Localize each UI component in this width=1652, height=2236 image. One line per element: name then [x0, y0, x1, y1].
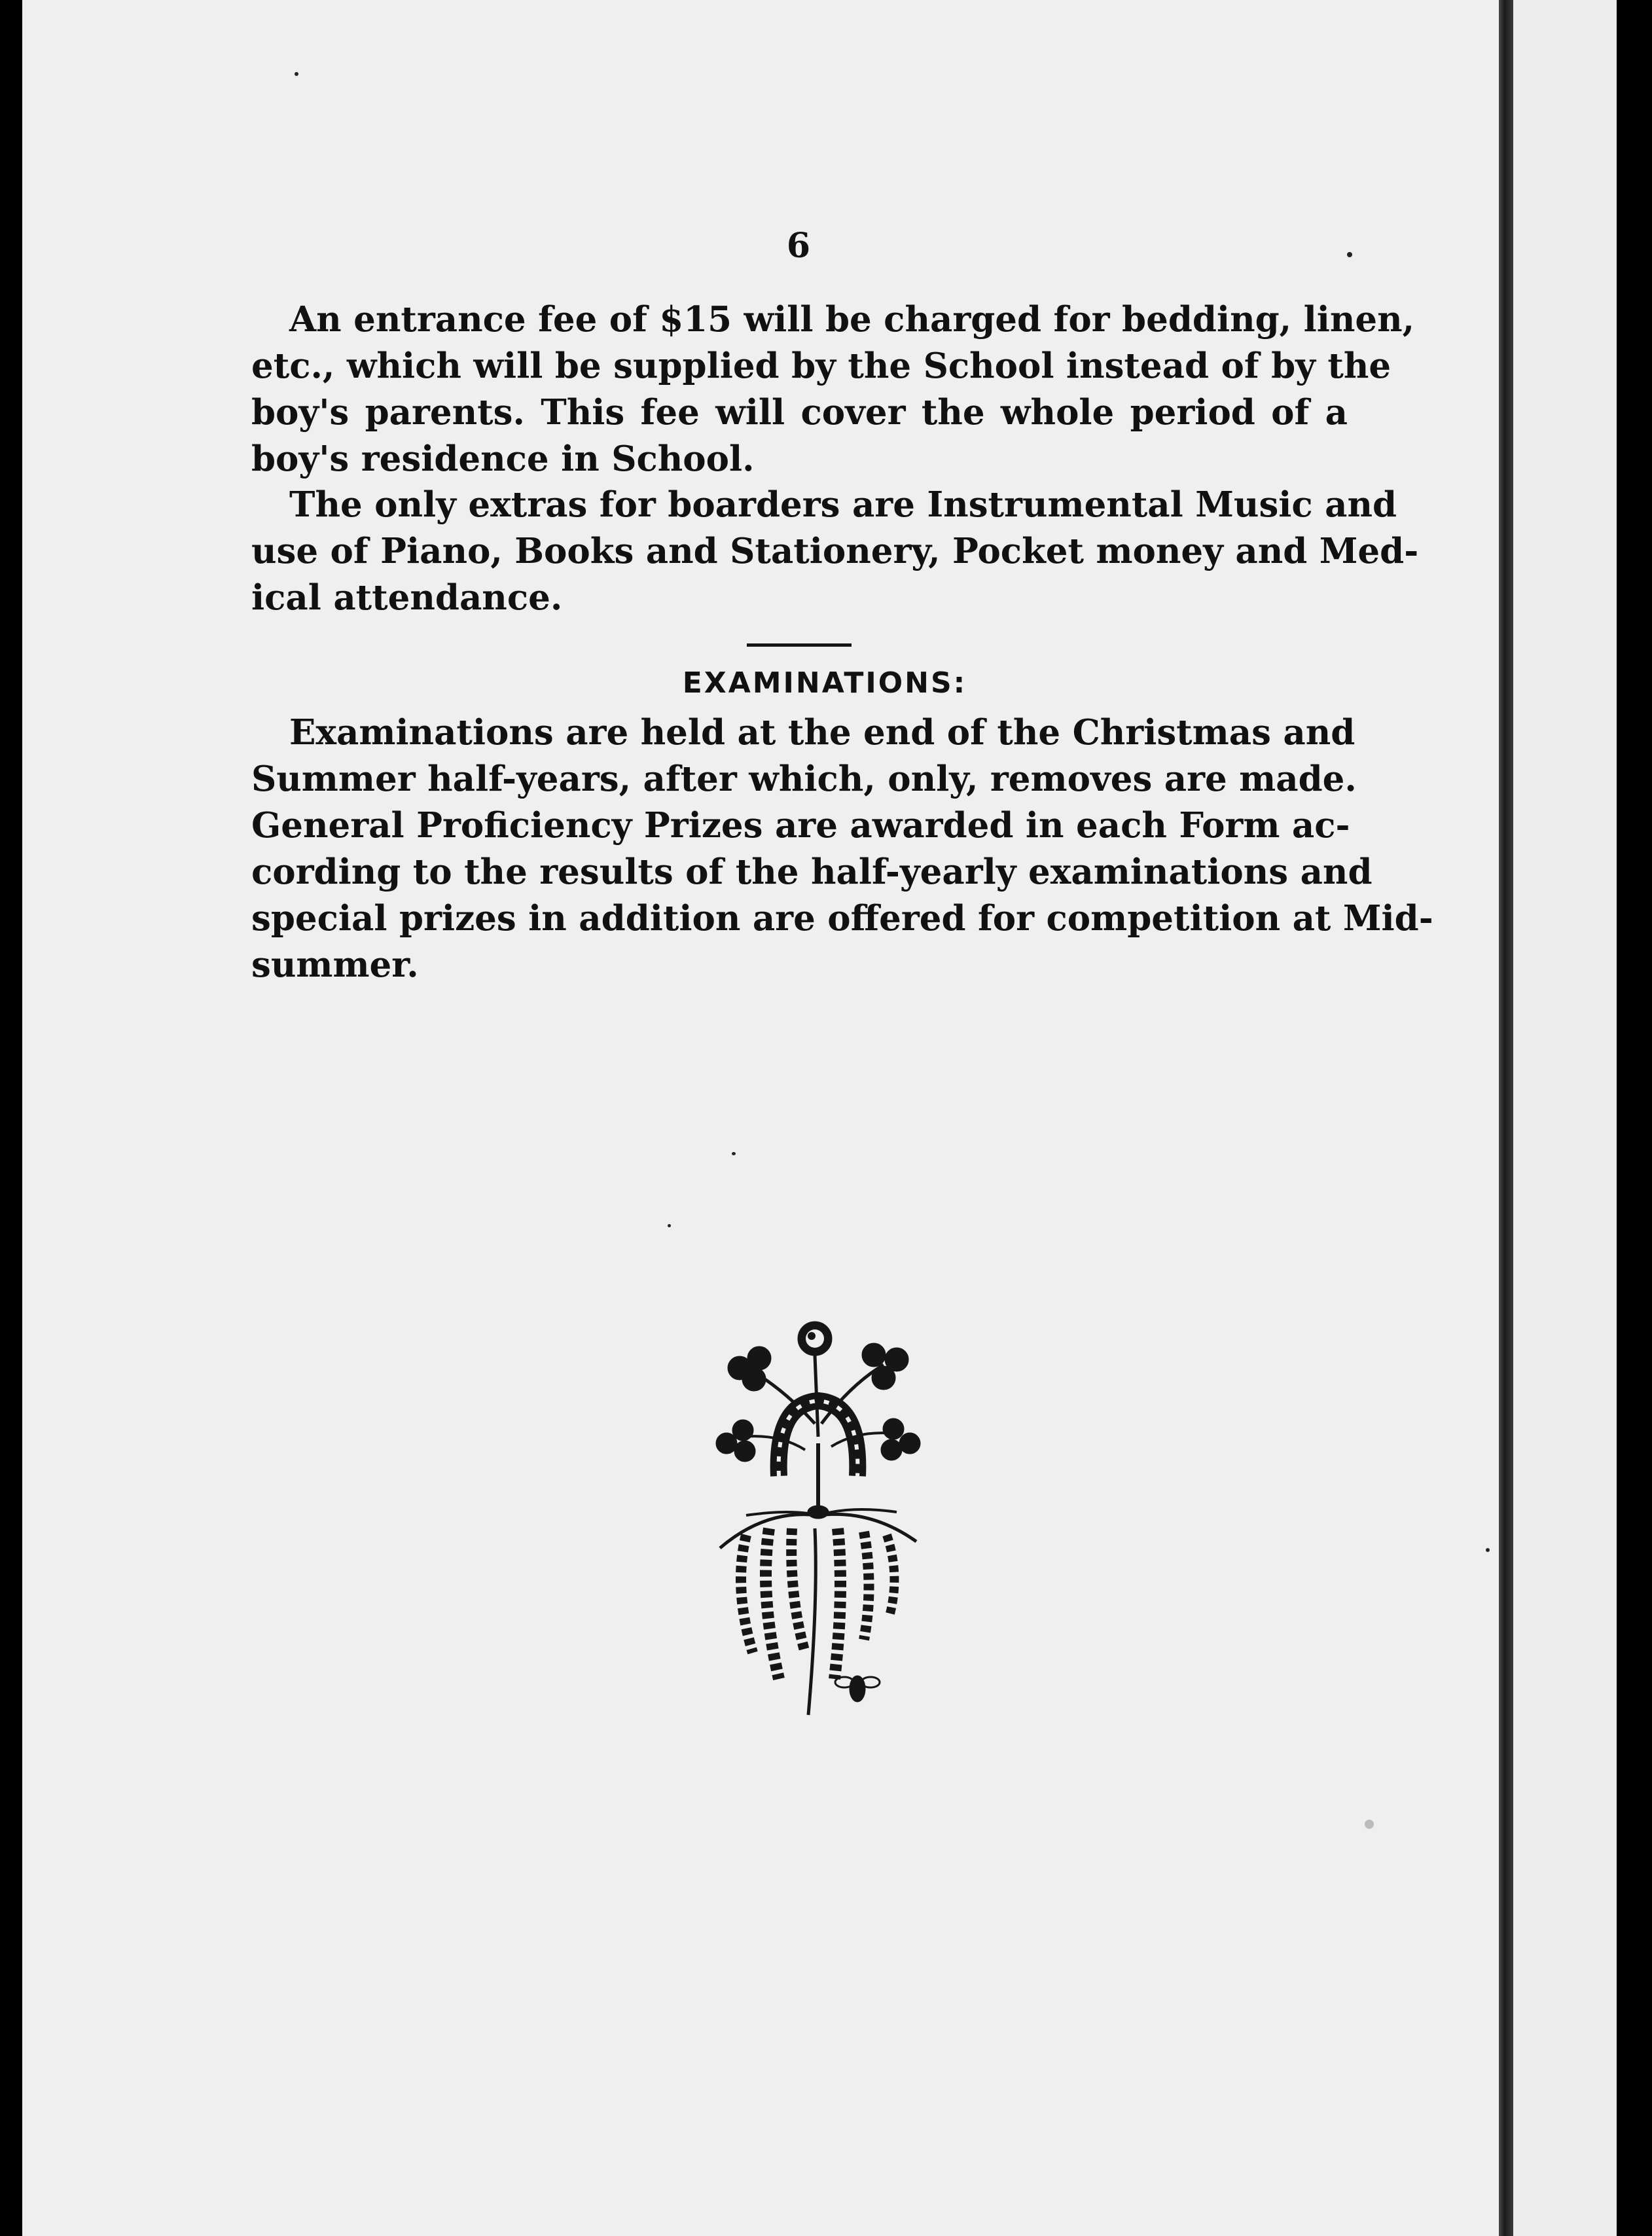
paragraph-line: boy's residence in School. — [251, 439, 755, 479]
paragraph-line: General Proficiency Prizes are awarded in each Form ac- — [251, 805, 1350, 846]
fees-paragraph — [251, 297, 1415, 482]
examinations-paragraph — [251, 710, 1433, 988]
section-heading: EXAMINATIONS: — [682, 666, 967, 700]
paragraph-line: Summer half-years, after which, only, removes are made. — [251, 759, 1357, 799]
scan-speck — [732, 1152, 736, 1155]
paragraph-line: The only extras for boarders are Instrumental Music and — [289, 484, 1397, 525]
paragraph-line: An entrance fee of $15 will be charged for bedding, linen, — [289, 299, 1415, 340]
scan-speck — [1347, 252, 1352, 257]
binding-edge — [1499, 0, 1513, 2236]
paragraph-line: special prizes in addition are offered for competition at Mid- — [251, 898, 1433, 939]
paragraph-line: boy's parents. This fee will cover the whole period of a — [251, 392, 1348, 433]
paragraph-line: use of Piano, Books and Stationery, Pocket money and Med- — [251, 531, 1419, 571]
paragraph-line: cording to the results of the half-yearly examinations and — [251, 852, 1373, 892]
extras-paragraph — [251, 482, 1419, 621]
paragraph-line: summer. — [251, 945, 419, 985]
scan-speck — [668, 1224, 671, 1227]
page-number: 6 — [786, 226, 811, 266]
section-divider — [747, 643, 852, 647]
scan-speck — [1365, 1820, 1374, 1829]
scan-speck — [1486, 1548, 1490, 1552]
paragraph-line: etc., which will be supplied by the School instead of by the — [251, 346, 1392, 386]
paragraph-line: Examinations are held at the end of the Christmas and — [289, 712, 1356, 753]
scan-border — [1617, 0, 1652, 2236]
clover-horseshoe-fern-ornament-icon — [707, 1312, 929, 1718]
paragraph-line: ical attendance. — [251, 577, 563, 618]
scan-speck — [295, 72, 298, 76]
